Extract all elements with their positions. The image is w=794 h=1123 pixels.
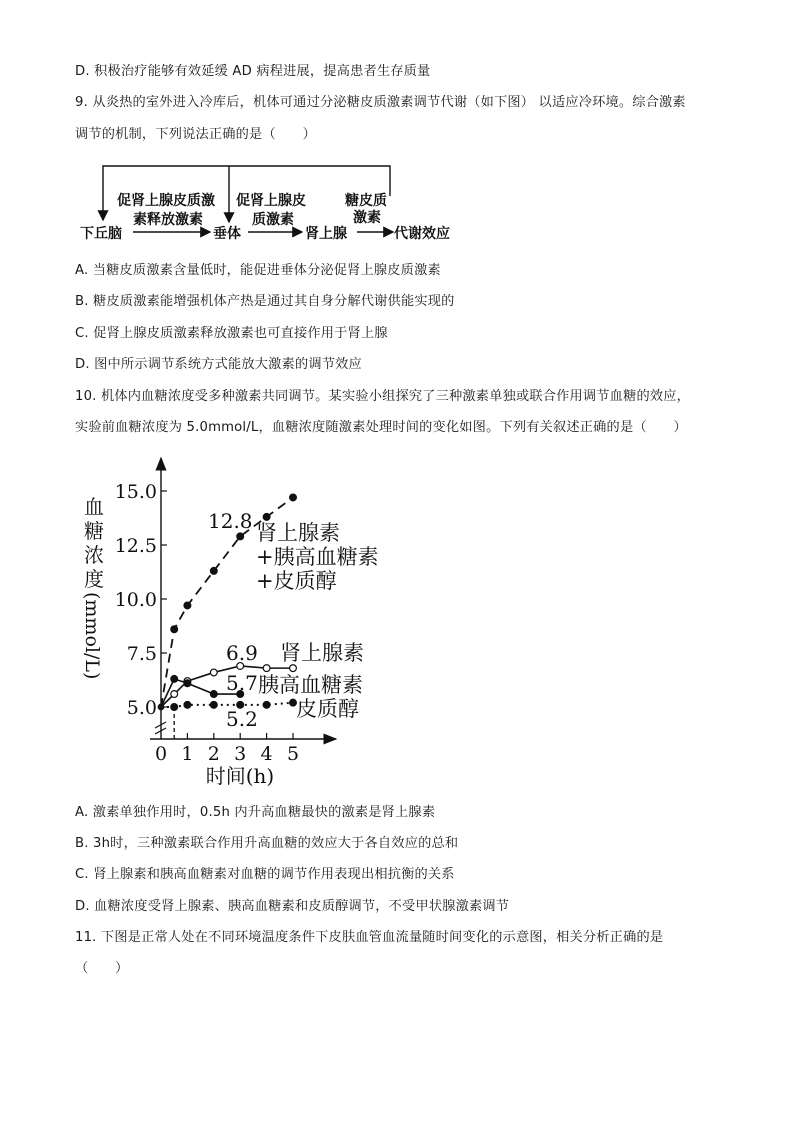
q11-stem-line1: 11. 下图是正常人处在不同环境温度条件下皮肤血管血流量随时间变化的示意图，相关分析正确的是 <box>75 930 664 945</box>
series-point-1 <box>290 665 297 672</box>
y-tick-label: 15.0 <box>114 481 157 503</box>
series-point-0 <box>237 533 244 540</box>
series-point-2 <box>210 691 217 698</box>
x-tick-label: 0 <box>154 743 168 765</box>
series-label-1: 肾上腺素 <box>280 641 364 665</box>
q9-option-d: D. 图中所示调节系统方式能放大激素的调节效应 <box>75 357 362 372</box>
series-point-2 <box>184 680 191 687</box>
hypothalamus-label: 下丘脑 <box>80 226 122 242</box>
q9-stem-line2: 调节的机制，下列说法正确的是（ ） <box>75 127 316 142</box>
series-point-0 <box>184 602 191 609</box>
series-label-0: +皮质醇 <box>256 569 337 593</box>
q10-stem-line2: 实验前血糖浓度为 5.0mmol/L，血糖浓度随激素处理时间的变化如图。下列有关叙述正确的是（ ） <box>75 420 687 435</box>
acth-label-1: 促肾上腺皮 <box>236 193 306 209</box>
acth-label-2: 质激素 <box>252 212 294 228</box>
value-annotation-1: 6.9 <box>226 641 258 665</box>
x-tick-label: 3 <box>234 743 247 765</box>
q11-stem-line2: （ ） <box>75 961 129 976</box>
x-tick-label: 1 <box>181 743 194 765</box>
x-axis-label: 时间(h) <box>205 764 275 788</box>
q9-option-b: B. 糖皮质激素能增强机体产热是通过其自身分解代谢供能实现的 <box>75 294 455 309</box>
adrenal-label: 肾上腺 <box>305 226 347 242</box>
q9-option-a: A. 当糖皮质激素含量低时，能促进垂体分泌促肾上腺皮质激素 <box>75 263 441 278</box>
series-label-0: 肾上腺素 <box>256 521 340 545</box>
series-point-0 <box>171 626 178 633</box>
series-point-0 <box>210 568 217 575</box>
y-axis-label: 血糖浓度 <box>84 495 104 591</box>
effect-label: 代谢效应 <box>394 226 450 242</box>
crh-label-2: 素释放激素 <box>133 212 203 228</box>
series-point-3 <box>171 704 178 711</box>
x-tick-label: 2 <box>207 743 220 765</box>
gc-label-1: 糖皮质 <box>345 193 387 209</box>
gc-label-2: 激素 <box>353 210 381 226</box>
x-tick-label: 5 <box>286 743 300 765</box>
origin-point <box>158 704 165 711</box>
value-annotation-3: 5.2 <box>226 707 258 731</box>
q10-option-c: C. 肾上腺素和胰高血糖素对血糖的调节作用表现出相抗衡的关系 <box>75 867 455 882</box>
y-tick-label: 5.0 <box>126 697 157 719</box>
value-annotation-0: 12.8 <box>208 509 253 533</box>
series-point-3 <box>184 701 191 708</box>
y-tick-label: 10.0 <box>114 589 157 611</box>
q9-stem-line1: 9. 从炎热的室外进入冷库后，机体可通过分泌糖皮质激素调节代谢（如下图） 以适应冷环境。综合激素 <box>75 95 686 110</box>
value-annotation-2: 5.7 <box>226 671 258 695</box>
crh-label-1: 促肾上腺皮质激 <box>117 193 215 209</box>
q10-option-d: D. 血糖浓度受肾上腺素、胰高血糖素和皮质醇调节，不受甲状腺激素调节 <box>75 899 510 914</box>
series-point-1 <box>210 669 217 676</box>
series-label-2: 胰高血糖素 <box>258 673 363 697</box>
series-point-3 <box>263 701 270 708</box>
y-tick-label: 12.5 <box>114 535 157 557</box>
y-axis-unit-label: (mmol/L) <box>81 592 103 680</box>
pituitary-label: 垂体 <box>213 226 241 242</box>
series-point-1 <box>171 691 178 698</box>
q10-option-b: B. 3h时，三种激素联合作用升高血糖的效应大于各自效应的总和 <box>75 836 459 851</box>
x-tick-label: 4 <box>260 743 273 765</box>
q10-stem-line1: 10. 机体内血糖浓度受多种激素共同调节。某实验小组探究了三种激素单独或联合作用调节血糖的效应， <box>75 389 691 404</box>
series-label-0: +胰高血糖素 <box>256 545 379 569</box>
series-point-0 <box>263 514 270 521</box>
series-point-2 <box>171 676 178 683</box>
series-point-1 <box>263 665 270 672</box>
series-point-3 <box>210 701 217 708</box>
q9-option-c: C. 促肾上腺皮质激素释放激素也可直接作用于肾上腺 <box>75 326 388 341</box>
q8-option-d: D. 积极治疗能够有效延缓 AD 病程进展，提高患者生存质量 <box>75 64 431 79</box>
series-label-3: 皮质醇 <box>296 697 359 721</box>
q10-option-a: A. 激素单独作用时，0.5h 内升高血糖最快的激素是肾上腺素 <box>75 805 436 820</box>
y-tick-label: 7.5 <box>126 643 157 665</box>
series-point-0 <box>290 494 297 501</box>
